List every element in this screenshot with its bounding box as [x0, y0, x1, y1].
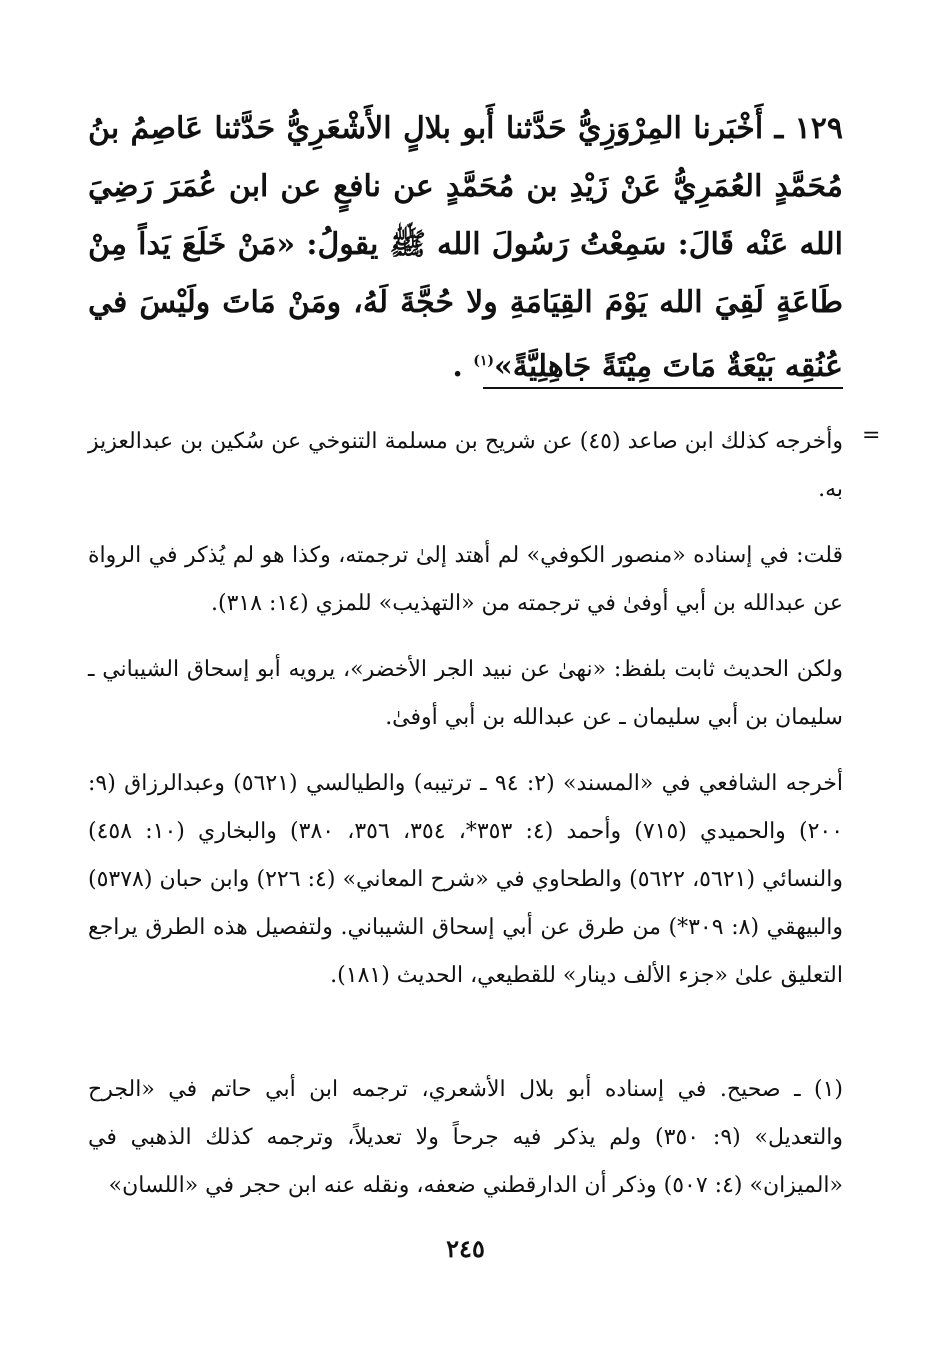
footnote-separator [483, 387, 843, 389]
hadith-end: . [452, 349, 474, 384]
footnote-paragraph: (١) ـ صحيح. في إسناده أبو بلال الأشعري، ترجمه ابن أبي حاتم في «الجرح والتعديل» (٩: ٣٥٠) ولم يذكر فيه جرحاً ولا تعديلاً، وترجمه كذلك الذهبي في «الميزان» (٤: ٥٠٧) وذكر أن الدارقطني ضعفه، ونقله عنه ابن حجر في «اللسان» [88, 1077, 844, 1198]
hadith-body: ١٢٩ ـ أَخْبَرنا المِرْوَزِيُّ حَدَّثنا أَبو بلالٍ الأَشْعَرِيُّ حَدَّثنا عَاصِمُ بنُ مُحَمَّدٍ العُمَرِيُّ عَنْ زَيْدِ بن مُحَمَّدٍ عن نافعٍ عن ابن عُمَرَ رَضِيَ الله عَنْه قَالَ: سَمِعْتُ رَسُولَ الله ﷺ يقولُ: «مَنْ خَلَعَ يَداً مِنْ طَاعَةٍ لَقِيَ الله يَوْمَ القِيَامَةِ ولا حُجَّةَ لَهُ، ومَنْ مَاتَ ولَيْسَ في عُنُقِه بَيْعَةٌ مَاتَ مِيْتَةً جَاهِلِيَّةً» [88, 111, 843, 384]
footnote-paragraph: قلت: في إسناده «منصور الكوفي» لم أهتد إلىٰ ترجمته، وكذا هو لم يُذكر في الرواة عن عبدالله بن أبي أوفىٰ في ترجمته من «التهذيب» للمزي (١٤: ٣١٨). [88, 543, 843, 616]
hadith-text [88, 100, 843, 396]
continuation-mark: = [862, 423, 881, 448]
footnote-paragraph: ولكن الحديث ثابت بلفظ: «نهىٰ عن نبيد الجر الأخضر»، يرويه أبو إسحاق الشيباني ـ سليمان بن أبي سليمان ـ عن عبدالله بن أبي أوفىٰ. [88, 657, 843, 730]
footnote-paragraph: وأخرجه كذلك ابن صاعد (٤٥) عن شريح بن مسلمة التنوخي عن سُكين بن عبدالعزيز به. [88, 429, 843, 502]
footnote-ref: (١) [473, 353, 495, 369]
page-number: ٢٤٥ [446, 1234, 485, 1263]
footnote-paragraph: أخرجه الشافعي في «المسند» (٢: ٩٤ ـ ترتيبه) والطيالسي (٥٦٢١) وعبدالرزاق (٩: ٢٠٠) والحميدي (٧١٥) وأحمد (٤: ٣٥٣*، ٣٥٤، ٣٥٦، ٣٨٠) والبخاري (١٠: ٤٥٨) والنسائي (٥٦٢١، ٥٦٢٢) والطحاوي في «شرح المعاني» (٤: ٢٢٦) وابن حبان (٥٣٧٨) والبيهقي (٨: ٣٠٩*) من طرق عن أبي إسحاق الشيباني. ولتفصيل هذه الطرق يراجع التعليق علىٰ «جزء الألف دينار» للقطيعي، الحديث (١٨١). [88, 771, 844, 988]
